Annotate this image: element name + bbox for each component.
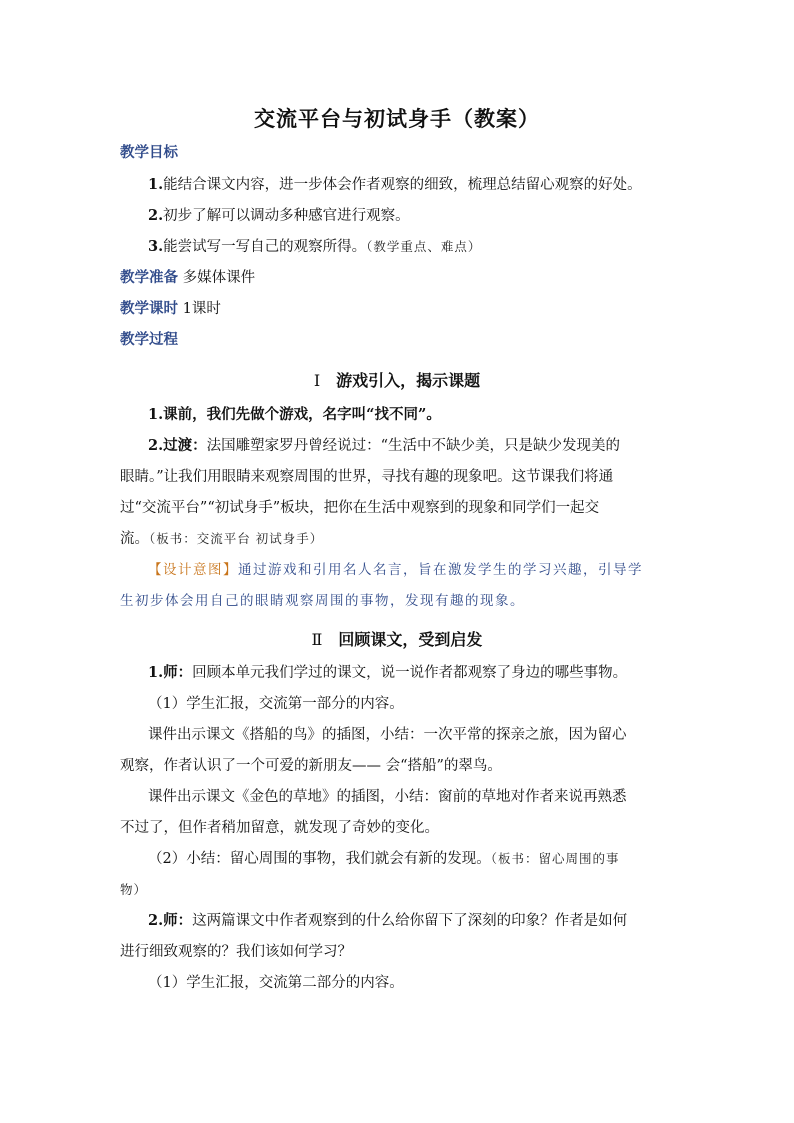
section-number: Ⅰ <box>313 371 321 390</box>
board-note: （板书：交流平台 初试身手） <box>149 531 324 546</box>
objective-item-3 <box>148 237 688 257</box>
objectives-heading: 教学目标 <box>120 144 178 161</box>
duration-value: 1课时 <box>182 301 221 317</box>
summary-text: （2）小结：留心周围的事物，我们就会有新的发现。 <box>148 851 491 867</box>
courseware-1-line-1: 课件出示课文《搭船的鸟》的插图，小结：一次平常的探亲之旅，因为留心 <box>148 727 627 743</box>
section-2-heading <box>0 627 794 650</box>
preparation-row <box>120 268 680 288</box>
section-number: Ⅱ <box>311 630 323 649</box>
question-text: 回顾本单元我们学过的课文，说一说作者都观察了身边的哪些事物。 <box>192 665 628 681</box>
section-2-question-1 <box>148 663 688 683</box>
paragraph-text: 法国雕塑家罗丹曾经说过：“生活中不缺少美，只是缺少发现美的 <box>206 438 621 454</box>
question-label: 2.师： <box>148 912 193 929</box>
preparation-label: 教学准备 <box>120 269 178 286</box>
section-1-paragraph-2-line-1 <box>148 436 688 456</box>
section-1-paragraph-2-line-4 <box>120 529 680 549</box>
design-intent-tag: 【设计意图】 <box>148 562 238 578</box>
question-label: 1.师： <box>148 664 193 681</box>
section-title: 游戏引入，揭示课题 <box>336 371 481 390</box>
objective-item-2 <box>148 206 688 226</box>
courseware-1-line-2: 观察，作者认识了一个可爱的新朋友—— 会“搭船”的翠鸟。 <box>120 758 502 774</box>
courseware-2-line-2: 不过了，但作者稍加留意，就发现了奇妙的变化。 <box>120 820 439 836</box>
objective-note: （教学重点、难点） <box>366 239 482 254</box>
section-1-paragraph-2-line-3: 过“交流平台”“初试身手”板块，把你在生活中观察到的现象和同学们一起交 <box>120 500 600 516</box>
page-title: 交流平台与初试身手（教案） <box>254 106 540 131</box>
objective-num: 1. <box>148 176 164 193</box>
paragraph-text: 流。 <box>120 531 149 547</box>
design-intent-text: 通过游戏和引用名人名言，旨在激发学生的学习兴趣，引导学 <box>238 562 643 578</box>
duration-label: 教学课时 <box>120 300 178 317</box>
section-2-question-1-sub-1: （1）学生汇报，交流第一部分的内容。 <box>148 696 404 712</box>
courseware-2-line-1: 课件出示课文《金色的草地》的插图，小结：窗前的草地对作者来说再熟悉 <box>148 789 627 805</box>
objective-text: 能结合课文内容，进一步体会作者观察的细致，梳理总结留心观察的好处。 <box>163 177 642 193</box>
process-heading: 教学过程 <box>120 331 178 348</box>
objective-text: 初步了解可以调动多种感官进行观察。 <box>163 208 410 224</box>
board-note-continued: 物） <box>120 882 148 897</box>
section-2-question-2-sub-1: （1）学生汇报，交流第二部分的内容。 <box>148 975 404 991</box>
board-note: （板书：留心周围的事 <box>490 851 620 866</box>
section-title: 回顾课文，受到启发 <box>338 630 483 649</box>
section-1-paragraph-2-line-2: 眼睛。”让我们用眼睛来观察周围的世界，寻找有趣的现象吧。这节课我们将通 <box>120 469 614 485</box>
objective-num: 3. <box>148 238 164 255</box>
paragraph-label: 2.过渡： <box>148 437 207 454</box>
preparation-value: 多媒体课件 <box>182 270 256 286</box>
section-2-question-1-sub-2 <box>148 849 688 869</box>
objective-num: 2. <box>148 207 164 224</box>
design-intent-line-1 <box>148 560 688 580</box>
section-1-heading <box>0 368 794 391</box>
objective-item-1 <box>148 175 688 195</box>
objective-text: 能尝试写一写自己的观察所得。 <box>163 239 367 255</box>
question-text: 这两篇课文中作者观察到的什么给你留下了深刻的印象？作者是如何 <box>192 913 628 929</box>
section-2-question-2-line-2: 进行细致观察的？我们该如何学习？ <box>120 944 352 960</box>
design-intent-line-2: 生初步体会用自己的眼睛观察周围的事物，发现有趣的现象。 <box>120 593 525 609</box>
duration-row <box>120 299 680 319</box>
section-1-paragraph-1: 1.课前，我们先做个游戏，名字叫“找不同”。 <box>148 406 441 423</box>
section-2-question-2-line-1 <box>148 911 688 931</box>
